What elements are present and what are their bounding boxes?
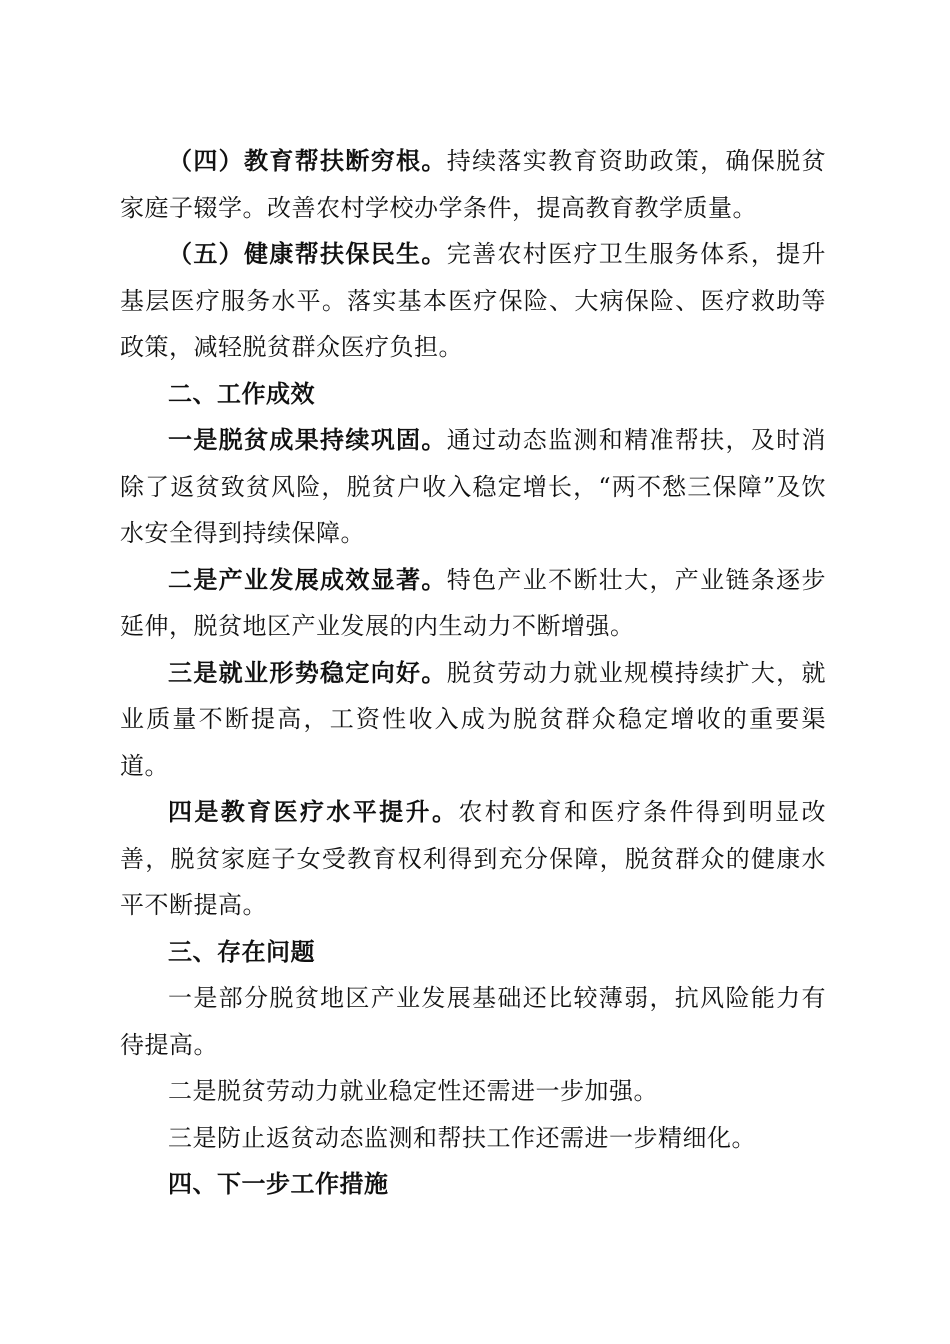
paragraph-lead: 一是脱贫成果持续巩固。 <box>168 425 447 454</box>
results-paragraph <box>120 557 826 650</box>
paragraph-lead: 四是教育医疗水平提升。 <box>168 797 459 826</box>
paragraph-body: 脱贫劳动力就业规模持续扩大，就业质量不断提高，工资性收入成为脱贫群众稳定增收的重要渠道。 <box>120 658 827 780</box>
results-paragraph <box>120 417 826 557</box>
paragraph-lead: （五）健康帮扶保民生。 <box>168 239 447 268</box>
problems-paragraph: 三是防止返贫动态监测和帮扶工作还需进一步精细化。 <box>168 1123 756 1152</box>
paragraph-lead: 二是产业发展成效显著。 <box>168 564 447 594</box>
paragraph-lead: （四）教育帮扶断穷根。 <box>168 146 447 175</box>
paragraph-body: 通过动态监测和精准帮扶，及时消除了返贫致贫风险，脱贫户收入稳定增长，“两不愁三保障”及饮水安全得到持续保障。 <box>120 426 827 547</box>
document-body <box>120 138 826 1208</box>
section-heading-problems: 三、存在问题 <box>168 937 315 966</box>
section-heading-next-steps: 四、下一步工作措施 <box>168 1170 389 1198</box>
paragraph-body: 完善农村医疗卫生服务体系，提升基层医疗服务水平。落实基本医疗保险、大病保险、医疗救助等政策，减轻脱贫群众医疗负担。 <box>120 240 827 361</box>
section-heading-results: 二、工作成效 <box>168 379 315 408</box>
problems-paragraph: 二是脱贫劳动力就业稳定性还需进一步加强。 <box>168 1077 658 1105</box>
paragraph-body: 持续落实教育资助政策，确保脱贫家庭子辍学。改善农村学校办学条件，提高教育教学质量。 <box>120 147 827 222</box>
paragraph-lead: 三是就业形势稳定向好。 <box>168 657 447 687</box>
paragraph-body: 特色产业不断壮大，产业链条逐步延伸，脱贫地区产业发展的内生动力不断增强。 <box>120 565 827 640</box>
paragraph-body: 农村教育和医疗条件得到明显改善，脱贫家庭子女受教育权利得到充分保障，脱贫群众的健康水平不断提高。 <box>120 798 827 919</box>
results-paragraph <box>120 650 826 790</box>
problems-paragraph: 一是部分脱贫地区产业发展基础还比较薄弱，抗风险能力有待提高。 <box>120 984 826 1059</box>
results-paragraph <box>120 789 826 929</box>
education-paragraph <box>120 138 826 231</box>
health-paragraph <box>120 231 826 371</box>
